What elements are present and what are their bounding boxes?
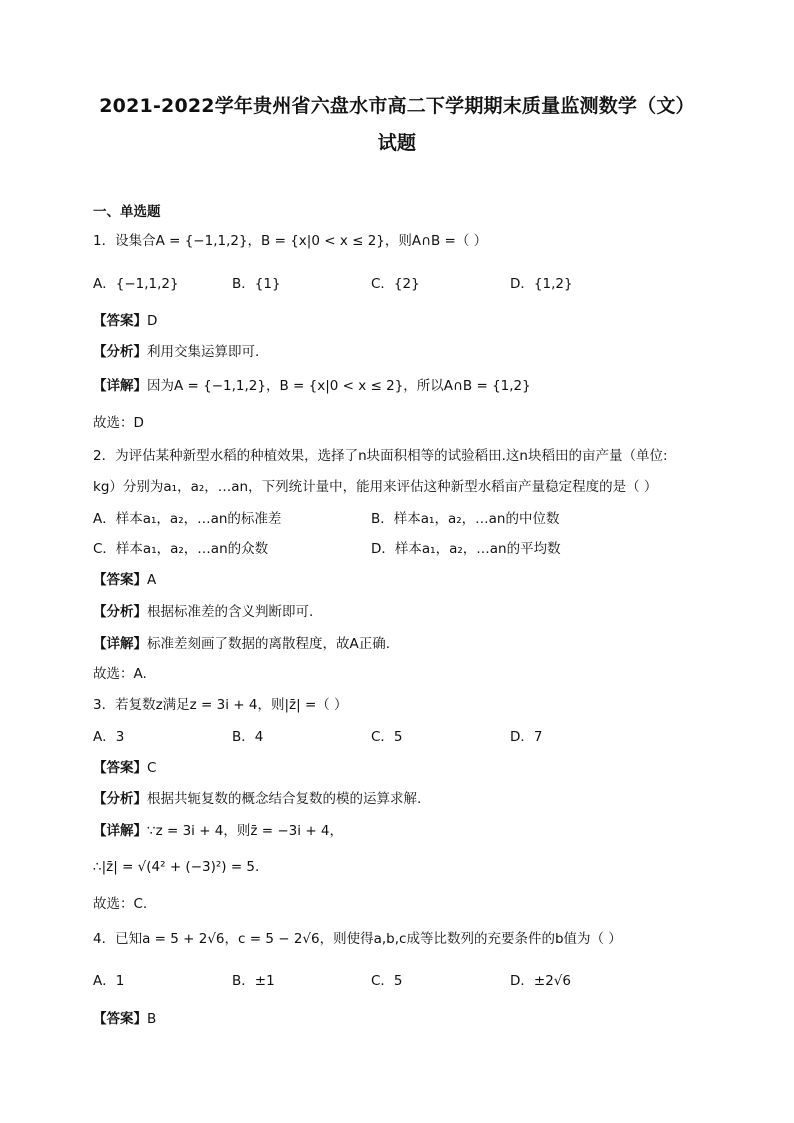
q1-option-a: A．{−1,1,2} [93,276,179,292]
q3-option-a: A．3 [93,729,125,745]
q2-stem-line2: kg）分别为a₁，a₂，…an，下列统计量中，能用来评估这种新型水稻亩产量稳定程度的是（ ） [93,479,658,495]
q2-detail-text: 标准差刻画了数据的离散程度，故A正确. [147,636,391,652]
q1-option-d: D．{1,2} [510,276,573,292]
q3-answer [93,759,156,777]
analysis-tag: 【分析】 [93,791,147,807]
q2-option-c: C．样本a₁，a₂，…an的众数 [93,541,269,557]
q3-stem: 3．若复数z满足z = 3i + 4，则|z̄| =（ ） [93,697,348,713]
q2-option-d: D．样本a₁，a₂，…an的平均数 [371,541,561,557]
q4-stem: 4．已知a = 5 + 2√6，c = 5 − 2√6，则使得a,b,c成等比数列的充要条件的b值为（ ） [93,931,622,947]
q3-choice: 故选：C. [93,896,148,912]
q3-detail-text: ∵z = 3i + 4，则z̄ = −3i + 4， [147,823,344,839]
q3-option-d: D．7 [510,729,543,745]
q2-choice: 故选：A. [93,666,147,682]
q1-detail [93,377,531,395]
q2-answer [93,571,156,589]
q4-option-c: C．5 [371,973,403,989]
q4-answer [93,1010,156,1028]
q1-choice: 故选：D [93,415,144,431]
q2-analysis-text: 根据标准差的含义判断即可. [147,604,314,620]
section-heading: 一、单选题 [93,204,161,220]
q1-option-c: C．{2} [371,276,420,292]
q1-detail-text: 因为A = {−1,1,2}，B = {x|0 < x ≤ 2}，所以A∩B = {1,2} [147,378,531,394]
q3-analysis-text: 根据共轭复数的概念结合复数的模的运算求解. [147,791,422,807]
answer-tag: 【答案】 [93,760,147,776]
analysis-tag: 【分析】 [93,344,147,360]
detail-tag: 【详解】 [93,378,147,394]
q1-option-b: B．{1} [232,276,281,292]
q4-option-d: D．±2√6 [510,973,571,989]
doc-title-line2: 试题 [377,132,417,154]
q3-option-c: C．5 [371,729,403,745]
q2-option-a: A．样本a₁，a₂，…an的标准差 [93,511,282,527]
answer-tag: 【答案】 [93,572,147,588]
q2-option-b: B．样本a₁，a₂，…an的中位数 [371,511,560,527]
q1-answer [93,312,157,330]
q2-detail [93,635,390,653]
q1-stem: 1．设集合A = {−1,1,2}，B = {x|0 < x ≤ 2}，则A∩B =（ ） [93,233,488,249]
q3-analysis [93,790,421,808]
q4-option-b: B．±1 [232,973,275,989]
q2-analysis [93,603,313,621]
q1-analysis [93,343,259,361]
q3-option-b: B．4 [232,729,264,745]
q2-answer-value: A [147,572,157,588]
q2-stem-line1: 2．为评估某种新型水稻的种植效果，选择了n块面积相等的试验稻田.这n块稻田的亩产量（单位: [93,448,668,464]
answer-tag: 【答案】 [93,1011,147,1027]
doc-title-line1: 2021-2022学年贵州省六盘水市高二下学期期末质量监测数学（文） [99,95,695,117]
analysis-tag: 【分析】 [93,604,147,620]
q3-detail [93,822,343,840]
detail-tag: 【详解】 [93,636,147,652]
q4-option-a: A．1 [93,973,125,989]
q1-analysis-text: 利用交集运算即可. [147,344,260,360]
q1-answer-value: D [147,313,158,329]
q4-answer-value: B [147,1011,157,1027]
q3-answer-value: C [147,760,157,776]
q3-calc: ∴|z̄| = √(4² + (−3)²) = 5. [93,859,260,875]
answer-tag: 【答案】 [93,313,147,329]
detail-tag: 【详解】 [93,823,147,839]
